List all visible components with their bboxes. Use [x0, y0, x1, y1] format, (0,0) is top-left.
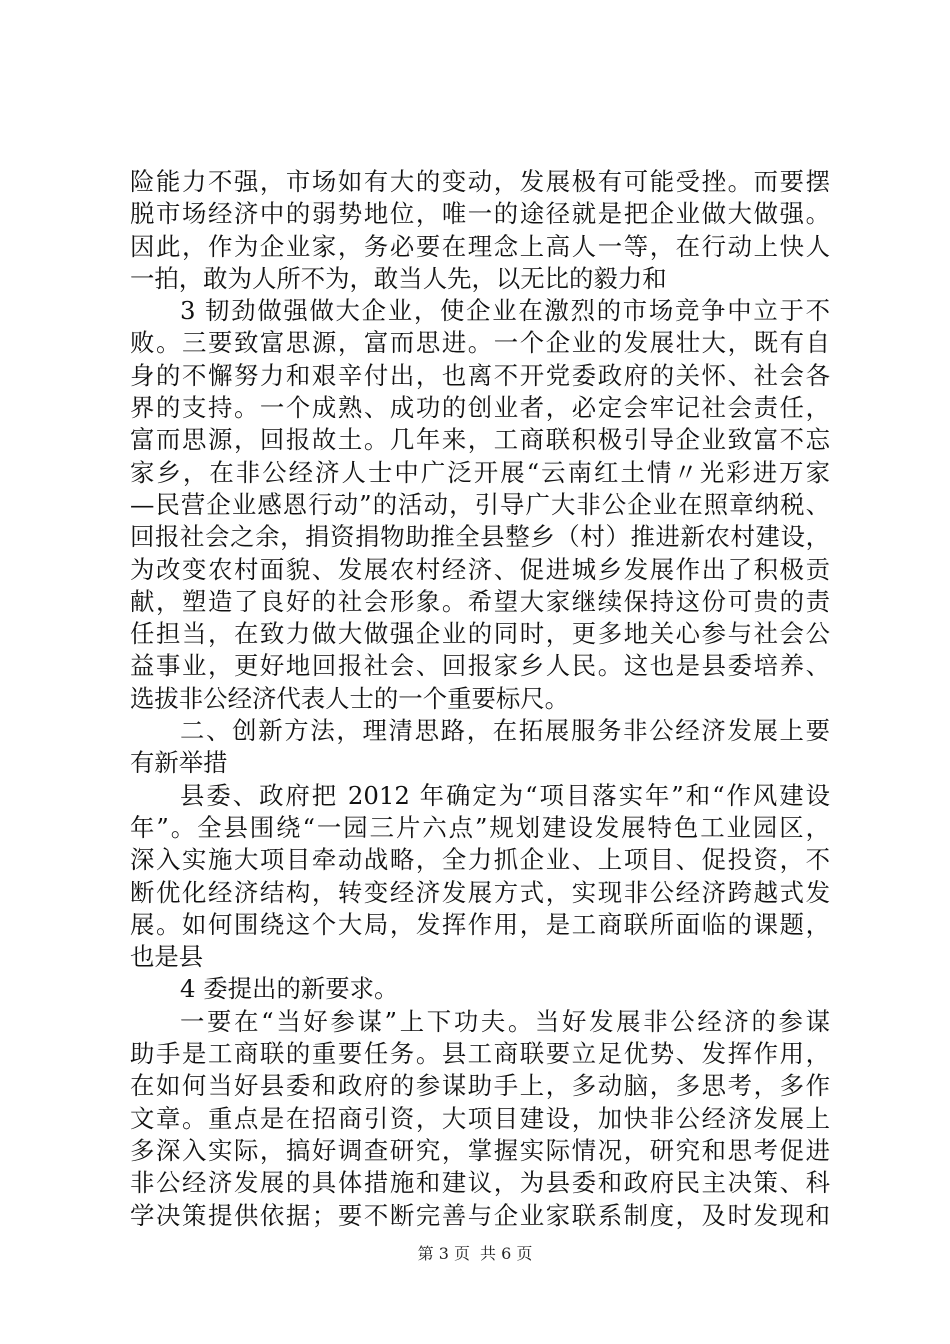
page-footer: [0, 1243, 950, 1265]
text-line: 断优化经济结构，转变经济发展方式，实现非公经济跨越式发: [130, 877, 830, 907]
text-line: 县委、政府把 2012 年确定为“项目落实年”和“作风建设: [180, 780, 830, 810]
text-line: 脱市场经济中的弱势地位，唯一的途径就是把企业做大做强。: [130, 199, 830, 229]
text-line: 也是县: [130, 942, 204, 972]
text-line: 败。三要致富思源，富而思进。一个企业的发展壮大，既有自: [130, 328, 830, 358]
text-line: 学决策提供依据；要不断完善与企业家联系制度，及时发现和: [130, 1200, 830, 1230]
text-line: 献，塑造了良好的社会形象。希望大家继续保持这份可贵的责: [130, 586, 830, 616]
text-line: 展。如何围绕这个大局，发挥作用，是工商联所面临的课题，: [130, 909, 830, 939]
text-line: —民营企业感恩行动”的活动，引导广大非公企业在照章纳税、: [130, 489, 830, 519]
text-line: 任担当，在致力做大做强企业的同时，更多地关心参与社会公: [130, 619, 830, 649]
text-line: 家乡，在非公经济人士中广泛开展“云南红土情〃光彩进万家: [130, 457, 830, 487]
text-line: 益事业，更好地回报社会、回报家乡人民。这也是县委培养、: [130, 651, 830, 681]
text-line: 富而思源，回报故土。几年来，工商联积极引导企业致富不忘: [130, 425, 830, 455]
text-line: 多深入实际，搞好调查研究，掌握实际情况，研究和思考促进: [130, 1135, 830, 1165]
text-line: 在如何当好县委和政府的参谋助手上，多动脑，多思考，多作: [130, 1071, 830, 1101]
text-line: 年”。全县围绕“一园三片六点”规划建设发展特色工业园区，: [130, 812, 830, 842]
text-line: 有新举措: [130, 748, 228, 778]
text-line: 因此，作为企业家，务必要在理念上高人一等，在行动上快人: [130, 231, 830, 261]
text-line: 4 委提出的新要求。: [180, 974, 399, 1004]
text-line: 二、创新方法，理清思路，在拓展服务非公经济发展上要: [180, 716, 830, 746]
document-body: [130, 166, 830, 1232]
page-total: 共 6 页: [480, 1244, 533, 1263]
text-line: 文章。重点是在招商引资，大项目建设，加快非公经济发展上: [130, 1103, 830, 1133]
text-line: 为改变农村面貌、发展农村经济、促进城乡发展作出了积极贡: [130, 554, 830, 584]
text-line: 险能力不强，市场如有大的变动，发展极有可能受挫。而要摆: [130, 167, 830, 196]
text-line: 一拍，敢为人所不为，敢当人先，以无比的毅力和: [130, 263, 667, 293]
text-line: 3 韧劲做强做大企业，使企业在激烈的市场竞争中立于不: [180, 296, 830, 326]
page-number: 第 3 页: [417, 1244, 470, 1263]
text-line: 一要在“当好参谋”上下功夫。当好发展非公经济的参谋: [180, 1006, 830, 1036]
text-line: 选拔非公经济代表人士的一个重要标尺。: [130, 683, 570, 713]
text-line: 非公经济发展的具体措施和建议，为县委和政府民主决策、科: [130, 1168, 830, 1198]
text-line: 助手是工商联的重要任务。县工商联要立足优势、发挥作用，: [130, 1039, 830, 1069]
text-line: 界的支持。一个成熟、成功的创业者，必定会牢记社会责任，: [130, 393, 830, 423]
text-line: 身的不懈努力和艰辛付出，也离不开党委政府的关怀、社会各: [130, 360, 830, 390]
text-line: 回报社会之余，捐资捐物助推全县整乡（村）推进新农村建设，: [130, 522, 830, 552]
text-line: 深入实施大项目牵动战略，全力抓企业、上项目、促投资，不: [130, 845, 830, 875]
